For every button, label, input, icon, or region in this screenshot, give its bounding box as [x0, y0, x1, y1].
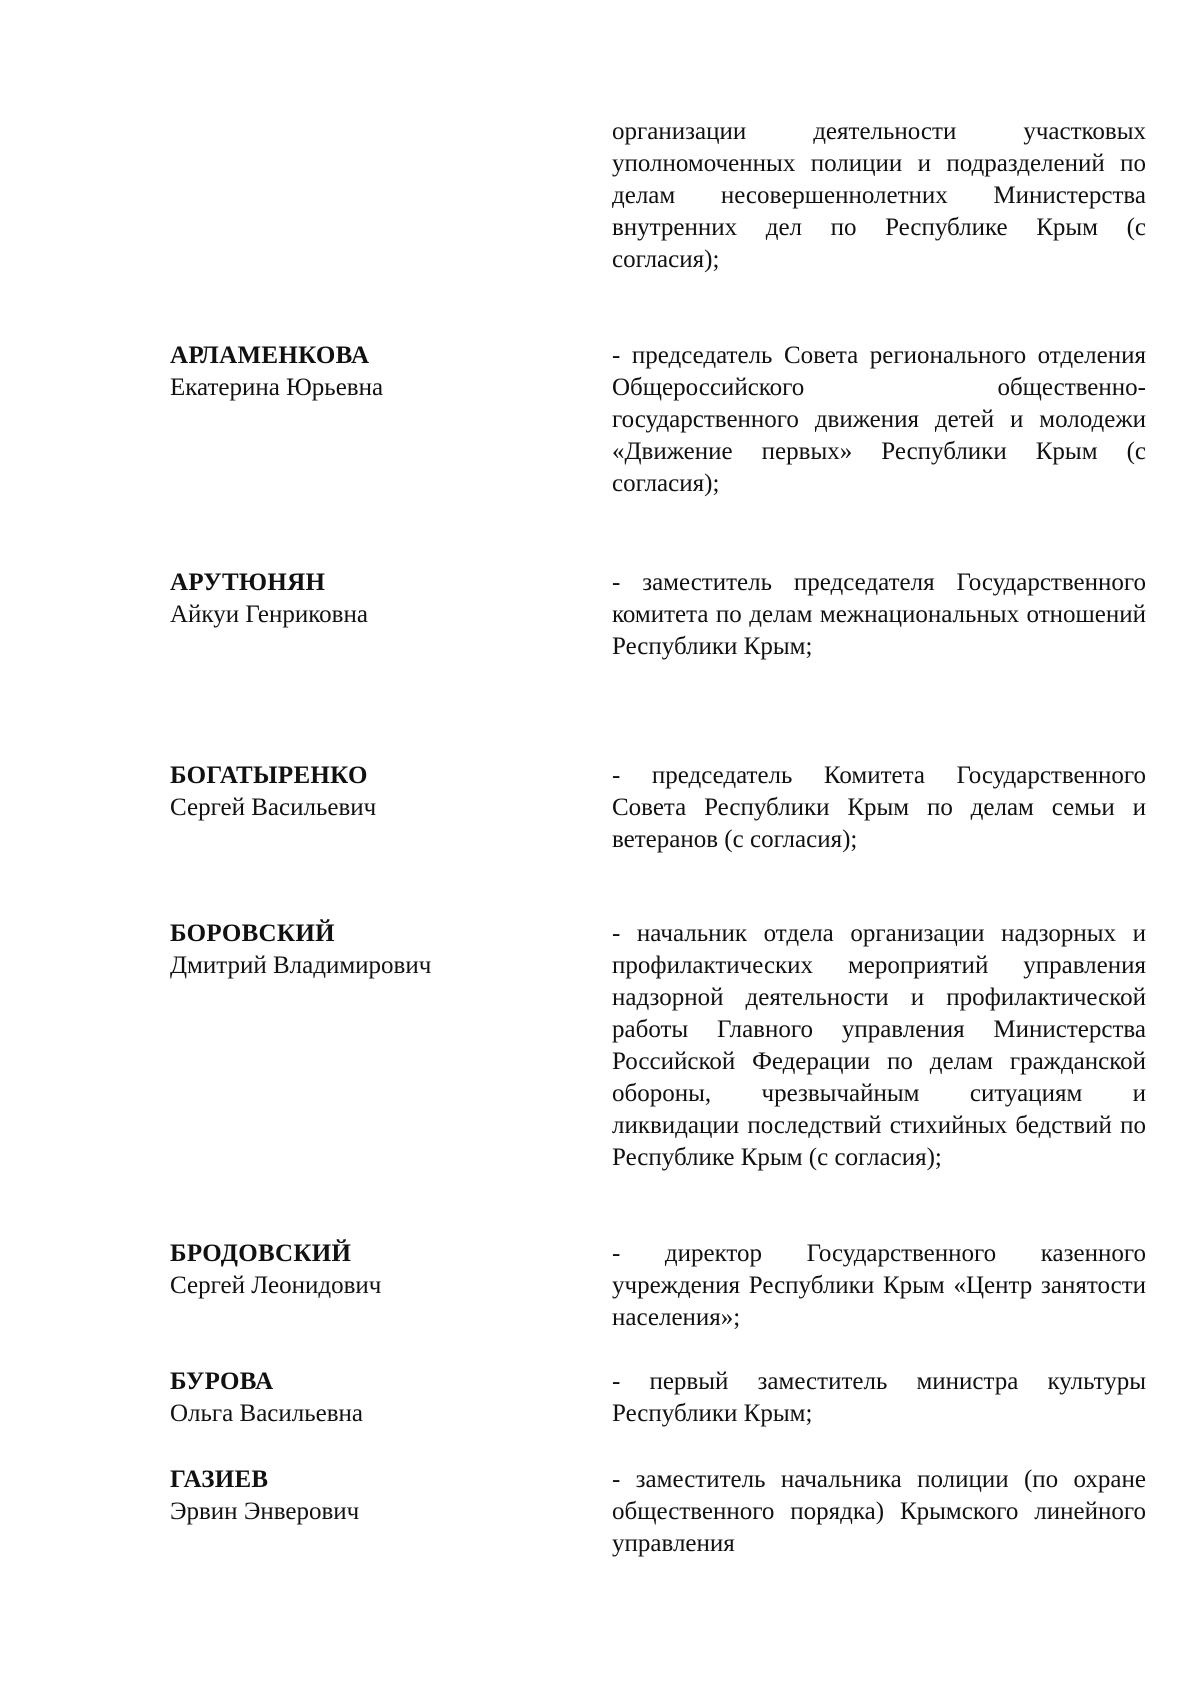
member-description: - начальник отдела организации надзорных и профилактических мероприятий управления надзорной деятельности и профилактической работы Главного управления Министерства Российской Федерации по делам гражданской обороны, чрезвычайным ситуациям и ликвидации последствий стихийных бедствий по Республике Крым (с согласия);	[612, 920, 1146, 1171]
member-given-names: Сергей Васильевич	[170, 794, 377, 821]
member-surname: БРОДОВСКИЙ	[170, 1240, 352, 1267]
member-name	[170, 1464, 530, 1528]
member-description: - заместитель начальника полиции (по охране общественного порядка) Крымского линейного управления	[612, 1466, 1146, 1557]
member-description: - председатель Совета регионального отделения Общероссийского общественно-государственного движения детей и молодежи «Движение первых» Республики Крым (с согласия);	[612, 342, 1146, 497]
member-name	[170, 567, 530, 631]
member-given-names: Дмитрий Владимирович	[170, 952, 432, 979]
member-name	[170, 1238, 530, 1302]
member-given-names: Айкуи Генриковна	[170, 601, 368, 628]
member-description-continued: организации деятельности участковых уполномоченных полиции и подразделений по делам несовершеннолетних Министерства внутренних дел по Республике Крым (с согласия);	[612, 118, 1146, 273]
member-given-names: Ольга Васильевна	[170, 1400, 364, 1427]
member-given-names: Екатерина Юрьевна	[170, 374, 384, 401]
member-description: - председатель Комитета Государственного Совета Республики Крым по делам семьи и ветеранов (с согласия);	[612, 762, 1146, 853]
member-description: - первый заместитель министра культуры Республики Крым;	[612, 1368, 1146, 1427]
member-surname: АРЛАМЕНКОВА	[170, 342, 370, 369]
member-surname: ГАЗИЕВ	[170, 1466, 269, 1493]
member-name	[170, 1366, 530, 1430]
member-surname: БОГАТЫРЕНКО	[170, 762, 368, 789]
member-name	[170, 760, 530, 824]
member-description: - заместитель председателя Государственного комитета по делам межнациональных отношений Республики Крым;	[612, 569, 1146, 660]
member-surname: БОРОВСКИЙ	[170, 920, 335, 947]
member-name	[170, 918, 530, 982]
member-given-names: Эрвин Энверович	[170, 1498, 360, 1525]
member-name	[170, 340, 530, 404]
member-surname: АРУТЮНЯН	[170, 569, 326, 596]
member-surname: БУРОВА	[170, 1368, 274, 1395]
member-given-names: Сергей Леонидович	[170, 1272, 382, 1299]
member-description: - директор Государственного казенного учреждения Республики Крым «Центр занятости населения»;	[612, 1240, 1146, 1331]
